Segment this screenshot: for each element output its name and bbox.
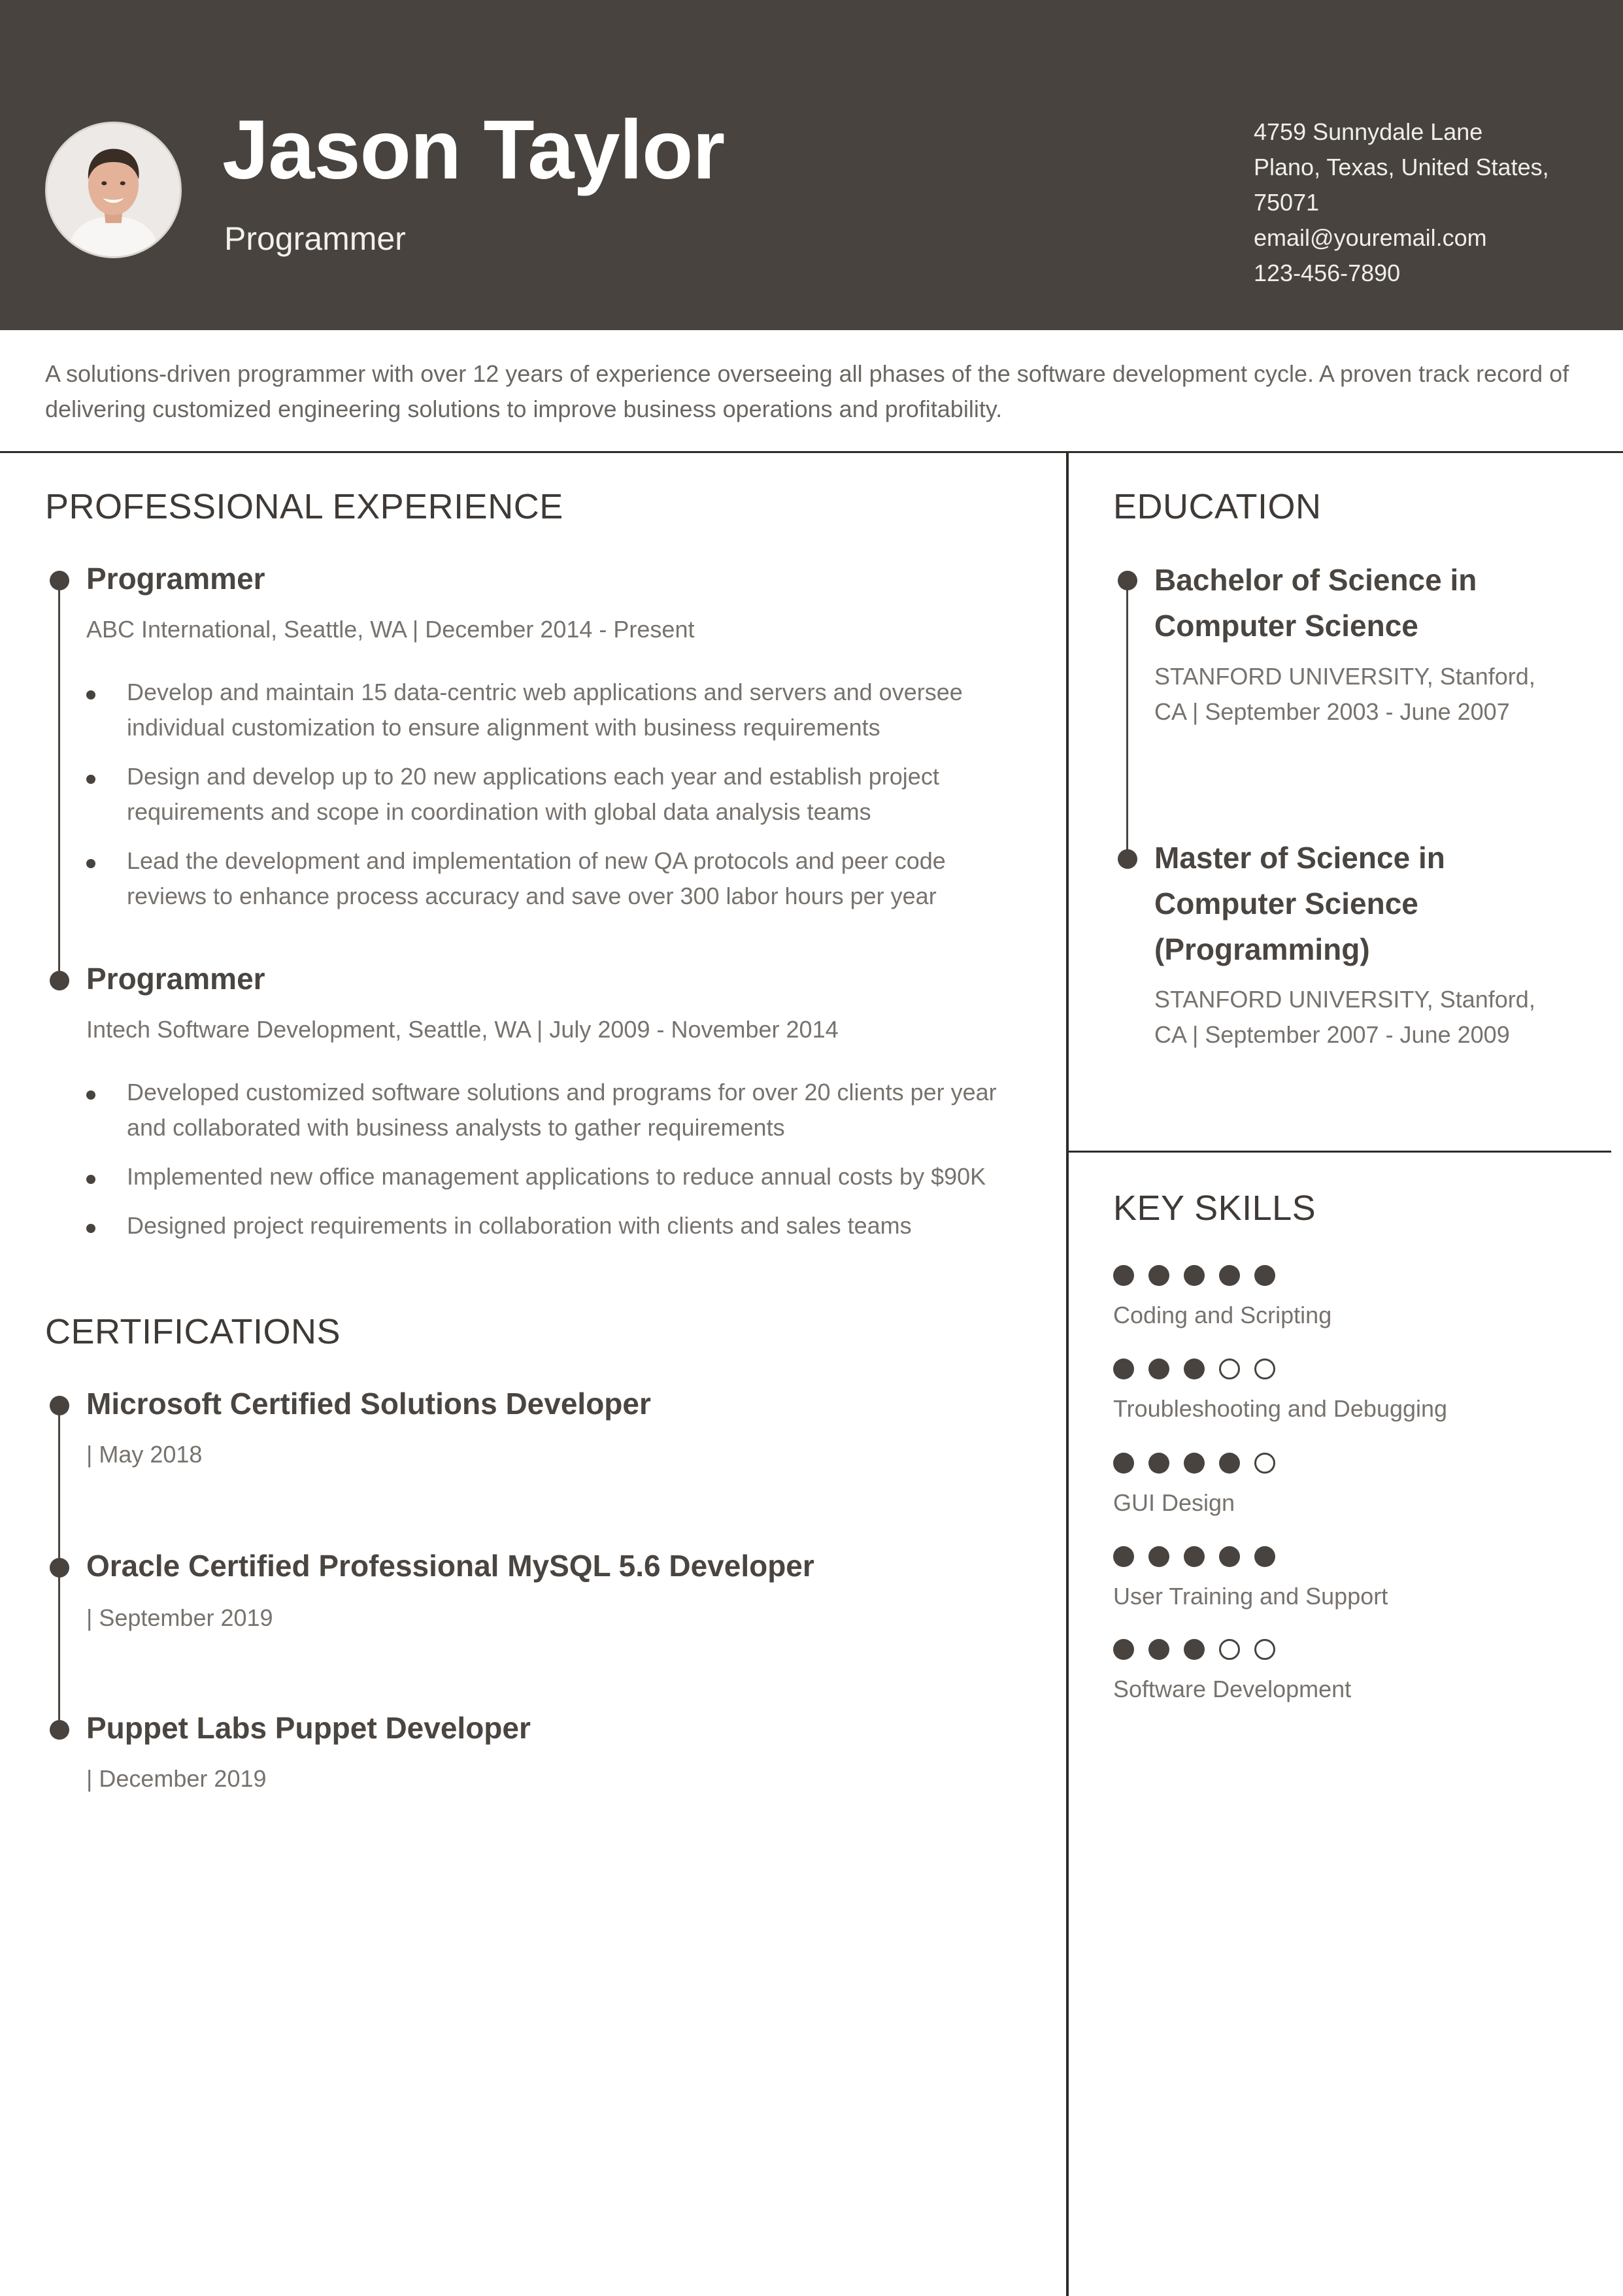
timeline-dot — [1118, 571, 1137, 590]
skill-item — [1113, 1639, 1351, 1703]
job-bullets — [86, 675, 1028, 928]
rating-dot-empty — [1254, 1639, 1275, 1660]
rating-dot-filled — [1254, 1265, 1275, 1286]
timeline-dot — [50, 1558, 69, 1578]
certification-name: Oracle Certified Professional MySQL 5.6 Developer — [86, 1549, 814, 1583]
list-item: Implemented new office management applications to reduce annual costs by $90K — [86, 1159, 1028, 1194]
skill-name: GUI Design — [1113, 1489, 1235, 1516]
timeline-dot — [50, 1396, 69, 1415]
address-line-3: 75071 — [1254, 189, 1320, 216]
degree-title: Bachelor of Science in Computer Science — [1154, 563, 1477, 643]
column-divider — [1066, 451, 1069, 2296]
skill-name: Coding and Scripting — [1113, 1302, 1332, 1328]
skill-item — [1113, 1359, 1447, 1423]
list-item: Develop and maintain 15 data-centric web applications and servers and oversee individual customization to ensure alignment with business requirements — [86, 675, 1028, 745]
job-title: Programmer — [86, 962, 265, 996]
skill-rating — [1113, 1359, 1447, 1379]
candidate-name: Jason Taylor — [222, 103, 725, 197]
rating-dot-filled — [1148, 1453, 1169, 1474]
rating-dot-filled — [1184, 1453, 1205, 1474]
rating-dot-empty — [1254, 1359, 1275, 1379]
certification-date: | May 2018 — [86, 1441, 203, 1468]
skill-name: Troubleshooting and Debugging — [1113, 1395, 1448, 1422]
rating-dot-filled — [1148, 1639, 1169, 1660]
rating-dot-empty — [1219, 1359, 1240, 1379]
address-line-1: 4759 Sunnydale Lane — [1254, 118, 1483, 145]
email-address[interactable]: email@youremail.com — [1254, 224, 1487, 251]
address-line-2: Plano, Texas, United States, — [1254, 154, 1549, 180]
rating-dot-filled — [1148, 1359, 1169, 1379]
rating-dot-filled — [1113, 1546, 1134, 1567]
certification-name: Puppet Labs Puppet Developer — [86, 1711, 531, 1745]
profile-photo-avatar — [45, 122, 182, 258]
education-timeline-line — [1126, 581, 1128, 859]
contact-info — [1254, 114, 1594, 291]
job-title: Programmer — [86, 562, 265, 596]
education-heading: EDUCATION — [1113, 487, 1322, 526]
rating-dot-filled — [1184, 1265, 1205, 1286]
job-meta: Intech Software Development, Seattle, WA | July 2009 - November 2014 — [86, 1016, 839, 1043]
degree-title: Master of Science in Computer Science (Programming) — [1154, 841, 1445, 966]
rating-dot-filled — [1254, 1546, 1275, 1567]
education-skills-divider — [1067, 1151, 1611, 1153]
timeline-dot — [50, 571, 69, 590]
list-item: Design and develop up to 20 new applications each year and establish project requirements and scope in coordination with global data analysis teams — [86, 759, 1028, 830]
skill-item — [1113, 1546, 1388, 1610]
candidate-title: Programmer — [224, 220, 406, 257]
job-meta: ABC International, Seattle, WA | December 2014 - Present — [86, 616, 695, 643]
experience-heading: PROFESSIONAL EXPERIENCE — [45, 487, 563, 526]
experience-timeline-line — [58, 581, 60, 981]
certification-name: Microsoft Certified Solutions Developer — [86, 1387, 651, 1421]
rating-dot-filled — [1219, 1265, 1240, 1286]
rating-dot-filled — [1148, 1546, 1169, 1567]
phone-number[interactable]: 123-456-7890 — [1254, 260, 1401, 286]
rating-dot-empty — [1219, 1639, 1240, 1660]
timeline-dot — [1118, 849, 1137, 869]
rating-dot-filled — [1113, 1265, 1134, 1286]
person-avatar-icon — [47, 124, 180, 256]
rating-dot-filled — [1148, 1265, 1169, 1286]
skill-name: User Training and Support — [1113, 1583, 1388, 1610]
certification-date: | December 2019 — [86, 1765, 267, 1792]
professional-summary: A solutions-driven programmer with over 12 years of experience overseeing all phases of the software development cycle. A proven track record of delivering customized engineering solutions to improve business operations and profitability. — [45, 360, 1569, 422]
list-item: Designed project requirements in collaboration with clients and sales teams — [86, 1208, 1028, 1243]
job-bullets — [86, 1075, 1028, 1257]
resume-header — [0, 0, 1623, 330]
degree-meta: STANFORD UNIVERSITY, Stanford, CA | September 2007 - June 2009 — [1154, 986, 1535, 1048]
skill-rating — [1113, 1453, 1275, 1474]
skill-rating — [1113, 1639, 1351, 1660]
rating-dot-filled — [1219, 1546, 1240, 1567]
degree-meta: STANFORD UNIVERSITY, Stanford, CA | September 2003 - June 2007 — [1154, 663, 1535, 725]
list-item: Developed customized software solutions and programs for over 20 clients per year and collaborated with business analysts to gather requirements — [86, 1075, 1028, 1145]
rating-dot-filled — [1184, 1359, 1205, 1379]
rating-dot-filled — [1113, 1359, 1134, 1379]
rating-dot-filled — [1184, 1546, 1205, 1567]
summary-divider — [0, 451, 1623, 453]
rating-dot-filled — [1219, 1453, 1240, 1474]
skill-rating — [1113, 1265, 1331, 1286]
skill-rating — [1113, 1546, 1388, 1567]
skill-item — [1113, 1453, 1275, 1517]
rating-dot-filled — [1113, 1639, 1134, 1660]
skill-item — [1113, 1265, 1331, 1329]
timeline-dot — [50, 971, 69, 990]
timeline-dot — [50, 1720, 69, 1740]
rating-dot-empty — [1254, 1453, 1275, 1474]
certification-date: | September 2019 — [86, 1604, 273, 1631]
skill-name: Software Development — [1113, 1676, 1352, 1702]
rating-dot-filled — [1113, 1453, 1134, 1474]
skills-heading: KEY SKILLS — [1113, 1189, 1316, 1228]
certifications-heading: CERTIFICATIONS — [45, 1312, 341, 1351]
rating-dot-filled — [1184, 1639, 1205, 1660]
list-item: Lead the development and implementation of new QA protocols and peer code reviews to enhance process accuracy and save over 300 labor hours per year — [86, 843, 1028, 914]
